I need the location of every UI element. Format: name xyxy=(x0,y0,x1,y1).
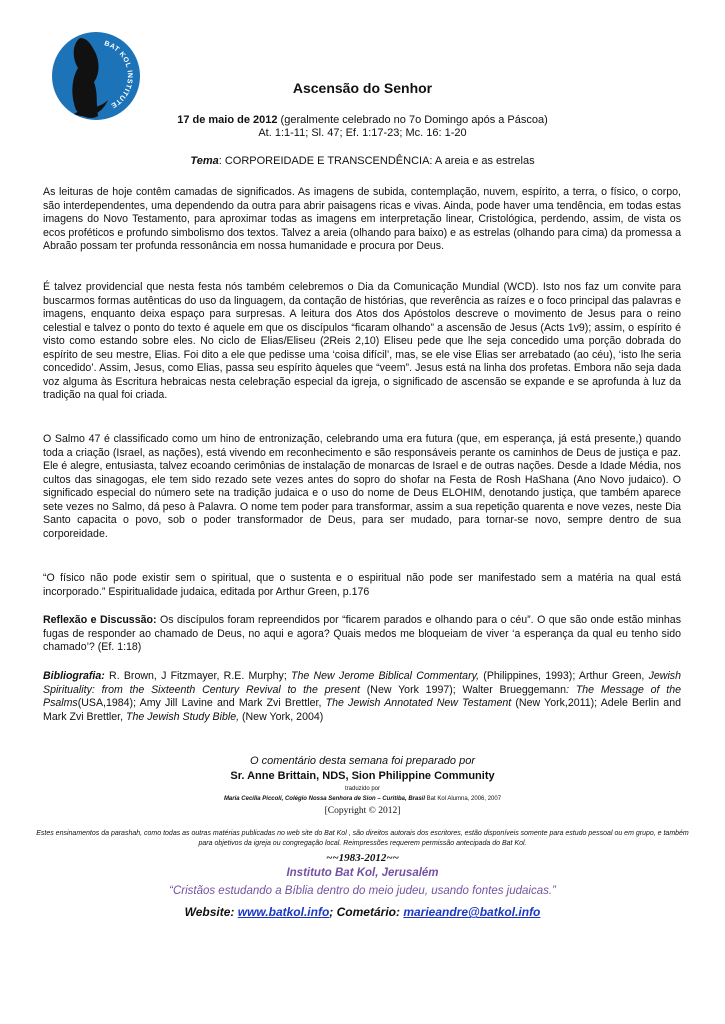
tema-line xyxy=(0,155,725,167)
translator-line xyxy=(0,796,725,802)
reflexao-label: Reflexão e Discussão: xyxy=(43,614,157,626)
paragraph-3: O Salmo 47 é classificado como um hino de entronização, celebrando uma era futura (que, em esperança, já está presente,) quando toda a criação (Israel, as nações), está vivendo em reconhecimento e são responsáveis perante os caminhos de Deus de justiça e paz. Ele é alegre, entusiasta, talvez ecoando cerimônias de instalação de monarcas de Israel e de outras nações. Desde a Idade Média, nos cultos das sinagogas, ele tem sido rezado sete vezes antes do sopro do shofar na Festa de Rosh HaShana (Ano Novo judaico). O significado especial do número sete na tradição judaica e o uso do nome de Deus ELOHIM, denotando justiça, que também aparece sete vezes no Salmo, dá peso à Palavra. O nome tem poder para transformar, assim a sua repetição quarenta e nove vezes, neste Dia Santo capacita o povo, sob o poder transformador de Deus, para ser mudado, para tornar-se novo, sempre dentro de sua corporeidade. xyxy=(43,433,681,540)
date: 17 de maio de 2012 xyxy=(177,114,278,126)
prepared-by: O comentário desta semana foi preparado por xyxy=(249,755,476,767)
separator: ; xyxy=(329,905,337,919)
copyright: [Copyright © 2012] xyxy=(324,806,401,816)
bib-title: Jewish Spirituality: from the Sixteenth Century Revival to the present xyxy=(43,670,681,696)
website-label: Website: xyxy=(184,905,238,919)
paragraph-2: É talvez providencial que nesta festa nós também celebremos o Dia da Comunicação Mundial (WCD). Isto nos faz um convite para buscarmos formas autênticas do uso da linguagem, da contação de histórias, que reverência as raízes e o foco principal das palavras e imagens, enquanto deixa espaço para surpresas. A leitura dos Atos dos Apóstolos descreve o movimento de Jesus para o reino celestial e talvez o ponto do texto é aquele em que os discípulos “ficaram olhando” a ascensão de Jesus (Acts 1v9); assim, o espírito é visto como estando sobre eles. No ciclo de Elias/Eliseu (2Reis 2,10) Eliseu pede que lhe seja concedido uma porção dobrada do espírito de seu mestre, Elias. Foi dito a ele que pedisse uma ‘coisa difícil’, mas, se ele vise Elias ser arrebatado (ao céu), ‘isto lhe seria concedido’. Assim, Jesus, como Elias, passa seu espírito àqueles que “veem”. Jesus está na linha dos profetas. Embora não seja dada voz alguma às Escritura hebraicas nesta celebração especial da igreja, o significado de ascensão se expande e se aprofunda à luz da tradição na qual foi criada. xyxy=(43,281,681,401)
reflexao-text: Os discípulos foram repreendidos por “ficarem parados e olhando para o céu”. O que são onde estão minhas fugas de responder ao chamado de Deus, no aqui e agora? Quais medos me bloqueiam de viver ‘a esperança da qual eu tenho sido chamado’? (Ef. 1:18) xyxy=(43,614,681,653)
bib-title: : The Message of the Psalms xyxy=(43,683,681,709)
bib-title: The New Jerome Biblical Commentary, xyxy=(291,670,480,682)
bib-text: (New York, 2004) xyxy=(239,710,324,723)
bib-text: (Philippines, 1993); Arthur Green, xyxy=(479,670,649,682)
institute-name: Instituto Bat Kol, Jerusalém xyxy=(286,867,439,879)
bib-text: (USA,1984); Amy Jill Lavine and Mark Zvi Brettler, xyxy=(77,697,326,709)
readings: At. 1:1-11; Sl. 47; Ef. 1:17-23; Mc. 16: 1-20 xyxy=(258,127,467,139)
quote-paragraph: “O físico não pode existir sem o spiritual, que o sustenta e o espiritual não pode ser manifestado sem a matéria na qual está incorporado.” Espiritualidade judaica, editada por Arthur Green, p.176 xyxy=(43,572,681,598)
bib-text: R. Brown, J Fitzmayer, R.E. Murphy; xyxy=(104,670,292,682)
bibliografia-label: Bibliografia: xyxy=(43,670,105,682)
rights-notice: Estes ensinamentos da parashah, como todas as outras matérias publicadas no web site do Bat Kol , são direitos autorais dos escritores, estão disponíveis somente para estudo pessoal ou em grupo, e também para objetivos da igreja ou congregação local. Reimpressões requerem permissão antecipada do Bat Kol. xyxy=(36,830,689,847)
motto: “Cristãos estudando a Bíblia dentro do meio judeu, usando fontes judaicas.” xyxy=(169,885,556,897)
translated-by: traduzido por xyxy=(344,786,381,792)
website-link[interactable]: www.batkol.info xyxy=(237,905,330,919)
email-label: Cometário: xyxy=(336,905,404,919)
tema-label: Tema xyxy=(190,155,219,167)
bibliografia-paragraph xyxy=(43,670,681,724)
page-title: Ascensão do Senhor xyxy=(292,80,433,96)
email-link[interactable]: marieandre@batkol.info xyxy=(403,905,541,919)
bib-title: The Jewish Study Bible, xyxy=(126,710,240,723)
tema-text: : CORPOREIDADE E TRANSCENDÊNCIA: A areia e as estrelas xyxy=(218,155,535,167)
bat-kol-institute-logo xyxy=(50,30,142,122)
translator-detail: Bat Kol Alumna, 2006, 2007 xyxy=(425,796,502,802)
years: ~~1983-2012~~ xyxy=(326,852,399,864)
contact-line xyxy=(0,905,725,919)
bib-text: (New York 1997); Walter Brueggemann xyxy=(359,683,567,696)
author: Sr. Anne Brittain, NDS, Sion Philippine Community xyxy=(230,770,495,782)
logo-ring-text: BAT KOL INSTITUTE xyxy=(103,40,133,109)
bib-title: The Jewish Annotated New Testament xyxy=(325,697,512,709)
bib-text: (New York,2011); Adele Berlin and Mark Zvi Brettler, xyxy=(43,697,681,723)
date-note: (geralmente celebrado no 7o Domingo após a Páscoa) xyxy=(277,114,548,126)
dateline xyxy=(0,114,725,140)
translator-name: Maria Cecília Piccoli, Colégio Nossa Senhora de Sion – Curitiba, Brasil xyxy=(223,796,425,802)
paragraph-1: As leituras de hoje contêm camadas de significados. As imagens de subida, contemplação, nuvem, espírito, a terra, o físico, o corpo, são interdependentes, uma dependendo da outra para abrir paisagens ricas e vivas. Ainda, pode haver uma tendência, em todas estas imagens do Novo Testamento, para aproximar todas as imagens em interpretação linear, Cristológica, perdendo, assim, de vista os ecos proféticos e profundo simbolismo dos textos. Talvez a areia (olhando para baixo) e as estrelas (olhando para cima) da promessa a Abraão possam ter profunda ressonância em nossa humanidade e procura por Deus. xyxy=(43,186,681,252)
reflexao-paragraph xyxy=(43,614,681,655)
